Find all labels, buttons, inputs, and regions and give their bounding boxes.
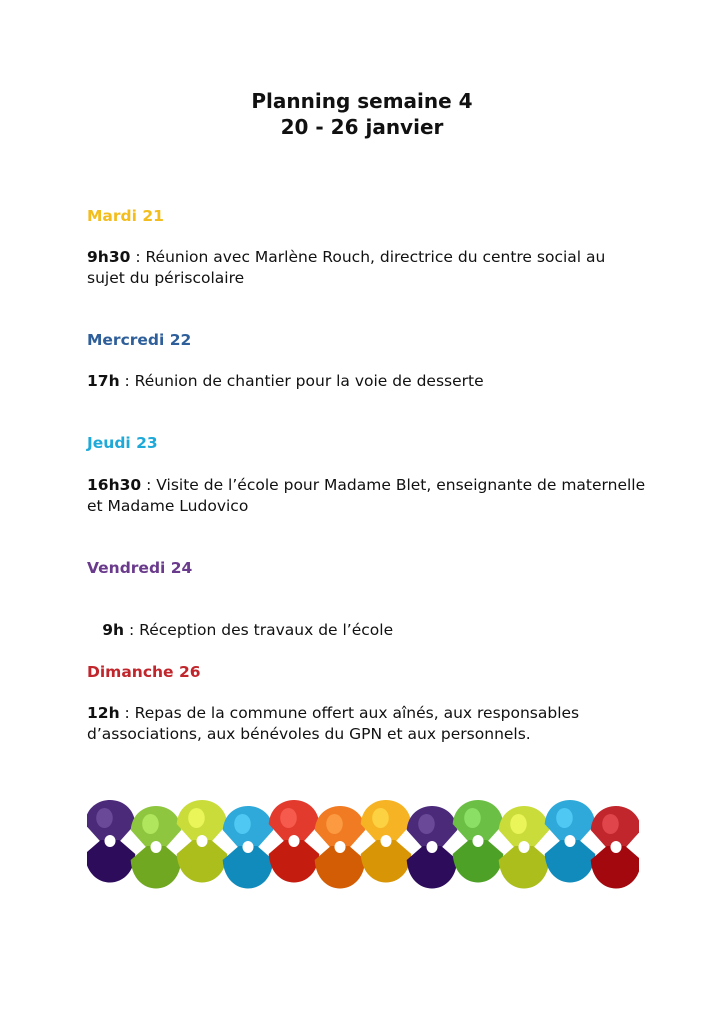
garland-highlight: [556, 808, 573, 828]
entry-time: 9h30: [87, 248, 131, 266]
garland-hole: [334, 841, 345, 853]
day-heading-vendredi: Vendredi 24: [87, 559, 193, 577]
garland-segment: [545, 800, 596, 883]
entry-text: : Repas de la commune offert aux aînés, aux responsables d’associations, aux bénévoles du GPN et aux personnels.: [87, 704, 580, 743]
day-heading-dimanche: Dimanche 26: [87, 663, 201, 681]
garland-hole: [150, 841, 161, 853]
entry-text: : Réunion de chantier pour la voie de desserte: [119, 372, 484, 390]
garland-highlight: [464, 808, 481, 828]
day-heading-jeudi: Jeudi 23: [87, 434, 158, 452]
garland-hole: [196, 835, 207, 847]
entry-mardi: [87, 247, 647, 289]
entry-time: 12h: [87, 704, 120, 722]
garland-highlight: [326, 814, 343, 834]
day-heading-mercredi: Mercredi 22: [87, 331, 192, 349]
garland-highlight: [142, 814, 159, 834]
entry-text: : Visite de l’école pour Madame Blet, enseignante de maternelle et Madame Ludovico: [87, 476, 646, 515]
garland-hole: [564, 835, 575, 847]
entry-mercredi: [87, 371, 647, 392]
garland-highlight: [96, 808, 113, 828]
garland-segment: [361, 800, 412, 883]
garland-segment: [269, 800, 320, 883]
garland-segment: [87, 800, 135, 883]
garland-highlight: [280, 808, 297, 828]
paper-garland-image: [87, 784, 639, 900]
garland-segment: [453, 800, 504, 883]
page-title: [0, 88, 724, 140]
title-line-1: Planning semaine 4: [251, 89, 473, 113]
entry-jeudi: [87, 475, 647, 517]
entry-text: : Réception des travaux de l’école: [124, 621, 394, 639]
garland-hole: [288, 835, 299, 847]
garland-segment: [223, 806, 274, 889]
garland-segment: [407, 806, 458, 889]
garland-hole: [472, 835, 483, 847]
garland-hole: [242, 841, 253, 853]
garland-highlight: [188, 808, 205, 828]
garland-hole: [104, 835, 115, 847]
garland-segment: [177, 800, 228, 883]
garland-hole: [518, 841, 529, 853]
garland-hole: [426, 841, 437, 853]
entry-time: 16h30: [87, 476, 142, 494]
garland-highlight: [510, 814, 527, 834]
entry-vendredi: [87, 599, 647, 641]
day-heading-mardi: Mardi 21: [87, 207, 164, 225]
garland-highlight: [234, 814, 251, 834]
garland-hole: [380, 835, 391, 847]
entry-time: 17h: [87, 372, 120, 390]
garland-segment: [591, 806, 639, 889]
garland-highlight: [418, 814, 435, 834]
garland-segment: [315, 806, 366, 889]
garland-highlight: [372, 808, 389, 828]
title-line-2: 20 - 26 janvier: [280, 115, 444, 139]
entry-time: 9h: [96, 621, 125, 639]
entry-dimanche: [87, 703, 647, 745]
garland-segment: [499, 806, 550, 889]
garland-highlight: [602, 814, 619, 834]
garland-segment: [131, 806, 182, 889]
entry-text: : Réunion avec Marlène Rouch, directrice du centre social au sujet du périscolaire: [87, 248, 606, 287]
garland-hole: [610, 841, 621, 853]
